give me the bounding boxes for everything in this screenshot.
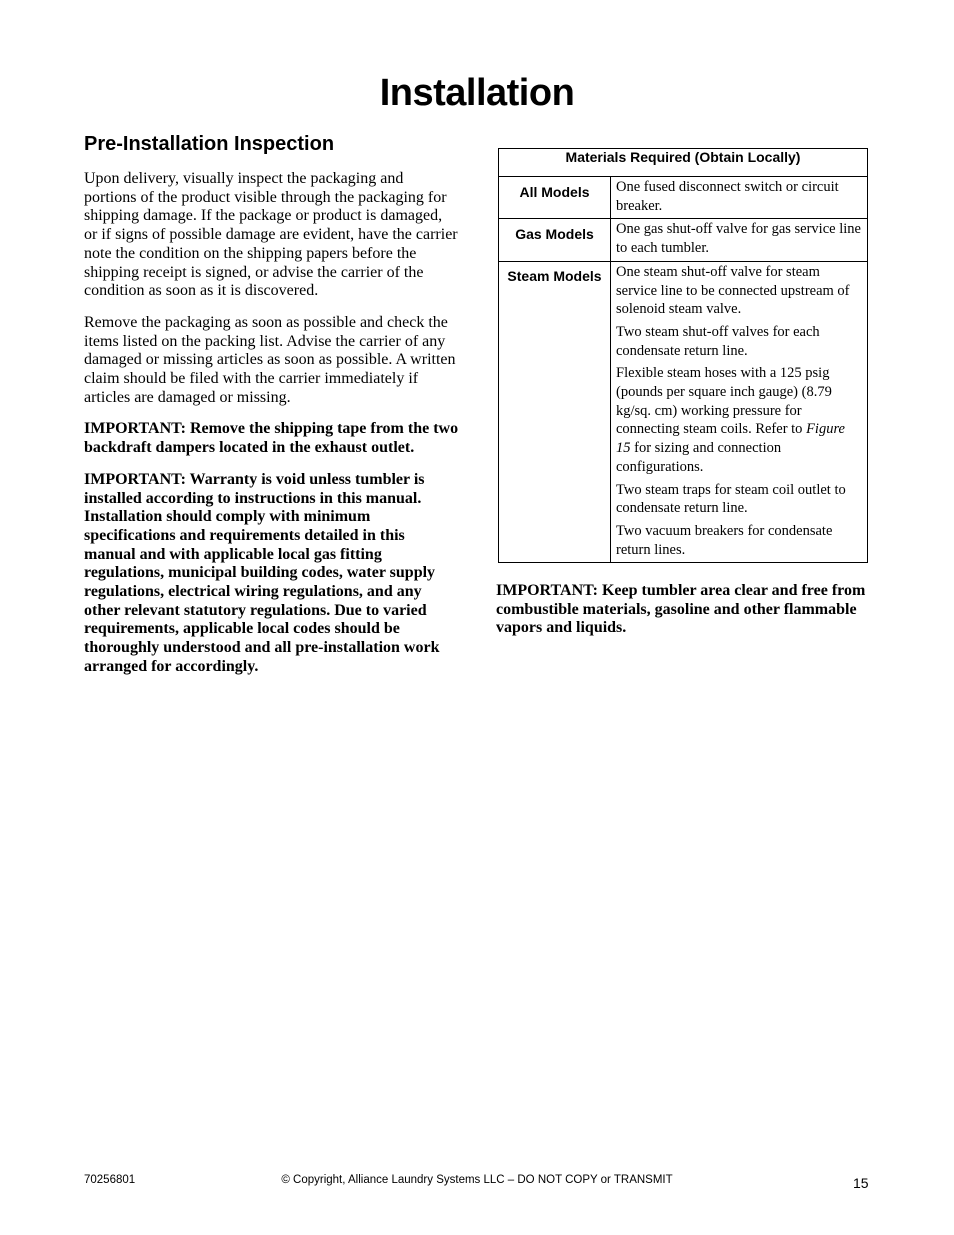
model-label-all: All Models (499, 177, 611, 219)
requirement-item: Two vacuum breakers for condensate return lines. (616, 522, 833, 558)
page-number: 15 (853, 1175, 869, 1191)
copyright-notice: © Copyright, Alliance Laundry Systems LLC – DO NOT COPY or TRANSMIT (281, 1174, 673, 1186)
document-number: 70256801 (84, 1174, 136, 1186)
pre-installation-section (84, 133, 459, 690)
requirement-item: One steam shut-off valve for steam service line to be connected upstream of solenoid steam valve. (616, 263, 850, 318)
page-title: Installation (379, 72, 575, 114)
description-cell (611, 177, 868, 219)
figure-reference-link: Figure 15 (616, 421, 845, 457)
important-note-warranty: IMPORTANT: Warranty is void unless tumbler is installed according to instructions in this manual. Installation should comply with minimum specifications and requirements detailed in this manual and with applicable local gas fitting regulations, municipal building codes, water supply regulations, electrical wiring regulations, and any other relevant statutory regulations. Due to varied requirements, applicable local codes should be thoroughly understood and all pre-installation work arranged for accordingly. (84, 470, 440, 675)
paragraph-remove-packaging: Remove the packaging as soon as possible and check the items listed on the packing list. Advise the carrier of any damaged or missing articles as soon as possible. A written claim should be filed with the carrier immediately if articles are damaged or missing. (84, 313, 456, 406)
requirement-item: One fused disconnect switch or circuit breaker. (616, 179, 839, 214)
table-header: Materials Required (Obtain Locally) (499, 149, 868, 177)
table-row (499, 177, 868, 219)
paragraph-delivery-inspection: Upon delivery, visually inspect the packaging and portions of the product visible through the packaging for shipping damage. If the package or product is damaged, or if signs of possible damage are evident, have the carrier note the condition on the shipping papers before the shipping receipt is signed, or advise the carrier of the condition as soon as it is discovered. (84, 170, 458, 300)
description-cell (611, 261, 868, 563)
section-heading: Pre-Installation Inspection (84, 133, 335, 155)
table-row (499, 261, 868, 563)
requirement-item: Two steam traps for steam coil outlet to condensate return line. (616, 481, 846, 517)
hose-text-before: Flexible steam hoses with a 125 psig (pounds per square inch gauge) (8.79 kg/sq. cm) working pressure for connecting steam coils. Refer to (616, 365, 832, 438)
requirement-item: Two steam shut-off valves for each condensate return line. (616, 323, 820, 359)
materials-required-table (498, 148, 868, 563)
important-note-clear-area: IMPORTANT: Keep tumbler area clear and free from combustible materials, gasoline and other flammable vapors and liquids. (496, 582, 866, 637)
model-label-gas: Gas Models (499, 219, 611, 261)
description-cell (611, 219, 868, 261)
requirement-item: One gas shut-off valve for gas service line to each tumbler. (616, 221, 861, 257)
hose-text-after: for sizing and connection configurations. (616, 440, 782, 475)
requirement-item-steam-hoses (616, 364, 863, 476)
model-label-steam: Steam Models (499, 261, 611, 563)
table-row (499, 219, 868, 261)
important-note-shipping-tape: IMPORTANT: Remove the shipping tape from the two backdraft dampers located in the exhaust outlet. (84, 420, 459, 457)
